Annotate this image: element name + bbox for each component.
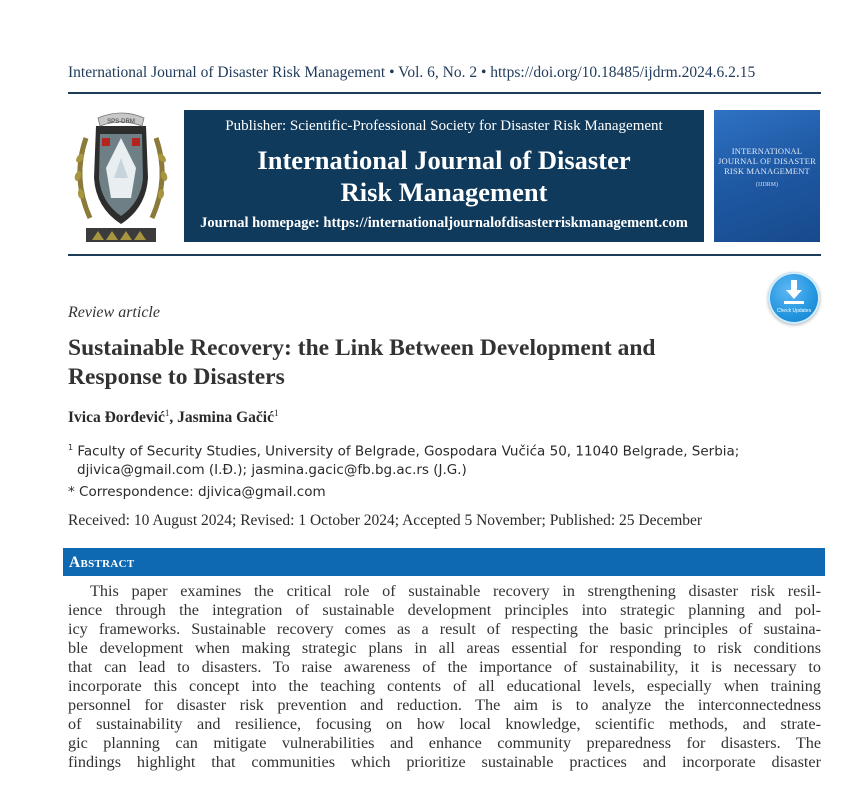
download-icon [781,278,807,306]
article-title [68,334,808,392]
journal-cover-thumbnail [714,110,820,242]
abstract-heading: Abstract [69,554,135,571]
check-updates-label: Check Updates [776,308,812,314]
article-type: Review article [68,304,160,321]
affiliation-marker: 1 [68,443,74,452]
affiliation [68,439,828,479]
affiliation-line1: Faculty of Security Studies, University of Belgrade, Gospodara Vučića 50, 11040 Belgrade, Serbia; [73,443,740,460]
journal-homepage[interactable]: Journal homepage: https://internationaljournalofdisasterriskmanagement.com [200,215,688,231]
correspondence: * Correspondence: djivica@gmail.com [68,484,326,500]
society-crest-icon [68,108,174,248]
cover-title: INTERNATIONAL JOURNAL OF DISASTER RISK MANAGEMENT [718,146,816,176]
journal-title [184,144,704,208]
journal-citation: International Journal of Disaster Risk Management • Vol. 6, No. 2 • https://doi.org/10.18485/ijdrm.2024.6.2.15 [68,64,756,81]
abstract-body [68,582,821,772]
abstract-line: incorporate this concept into the teaching contents of all educational levels, especially when training [68,677,821,695]
abstract-line: ble development when making strategic plans in all areas essential for responding to risk conditions [68,639,821,657]
abstract-header-bar [63,548,825,576]
header-rule-bottom [68,254,821,256]
publisher-line: Publisher: Scientific-Professional Society for Disaster Risk Management [225,118,663,134]
author-list: Ivica Đorđević$^1$, Jasmina Gačić$^1$ [68,408,279,427]
cover-acronym: (IJDRM) [756,182,778,188]
abstract-line: ience through the integration of sustainable development principles into strategic planning and pol- [68,601,821,619]
author-name[interactable]: Jasmina Gačić [177,409,274,427]
crest-label: SPS-DRM [107,119,135,125]
publication-dates: Received: 10 August 2024; Revised: 1 October 2024; Accepted 5 November; Published: 25 December [68,512,703,529]
author-affiliation-marker: 1 [273,408,279,418]
affiliation-emails[interactable]: djivica@gmail.com (I.Đ.); jasmina.gacic@fb.bg.ac.rs (J.G.) [77,461,467,478]
abstract-line: icy frameworks. Sustainable recovery comes as a result of respecting the basic principles of sustaina- [68,620,821,638]
abstract-line: personnel for disaster risk prevention and reduction. The aim is to analyze the interconnectedness [68,696,821,714]
article-title-line2: Response to Disasters [68,364,285,390]
author-affiliation-marker: 1 [164,408,170,418]
abstract-line: This paper examines the critical role of sustainable recovery in strengthening disaster risk resil- [90,582,821,600]
abstract-line: of sustainability and resilience, focusing on how local knowledge, scientific methods, and strate- [68,715,821,733]
abstract-line: findings highlight that communities which prioritize sustainable practices and incorporate disaster [68,753,821,771]
header-rule-top [68,92,821,94]
author-name[interactable]: Ivica Đorđević [68,409,165,427]
abstract-line: gic planning can mitigate vulnerabilities and enhance community preparedness for disasters. The [68,734,821,752]
journal-title-line1: International Journal of Disaster [257,145,631,175]
abstract-line: that can lead to disasters. To raise awareness of the importance of sustainability, it is necessary to [68,658,821,676]
check-updates-button[interactable] [768,272,820,324]
journal-title-line2: Risk Management [340,177,548,207]
article-title-line1: Sustainable Recovery: the Link Between Development and [68,335,656,361]
journal-banner [184,110,704,242]
